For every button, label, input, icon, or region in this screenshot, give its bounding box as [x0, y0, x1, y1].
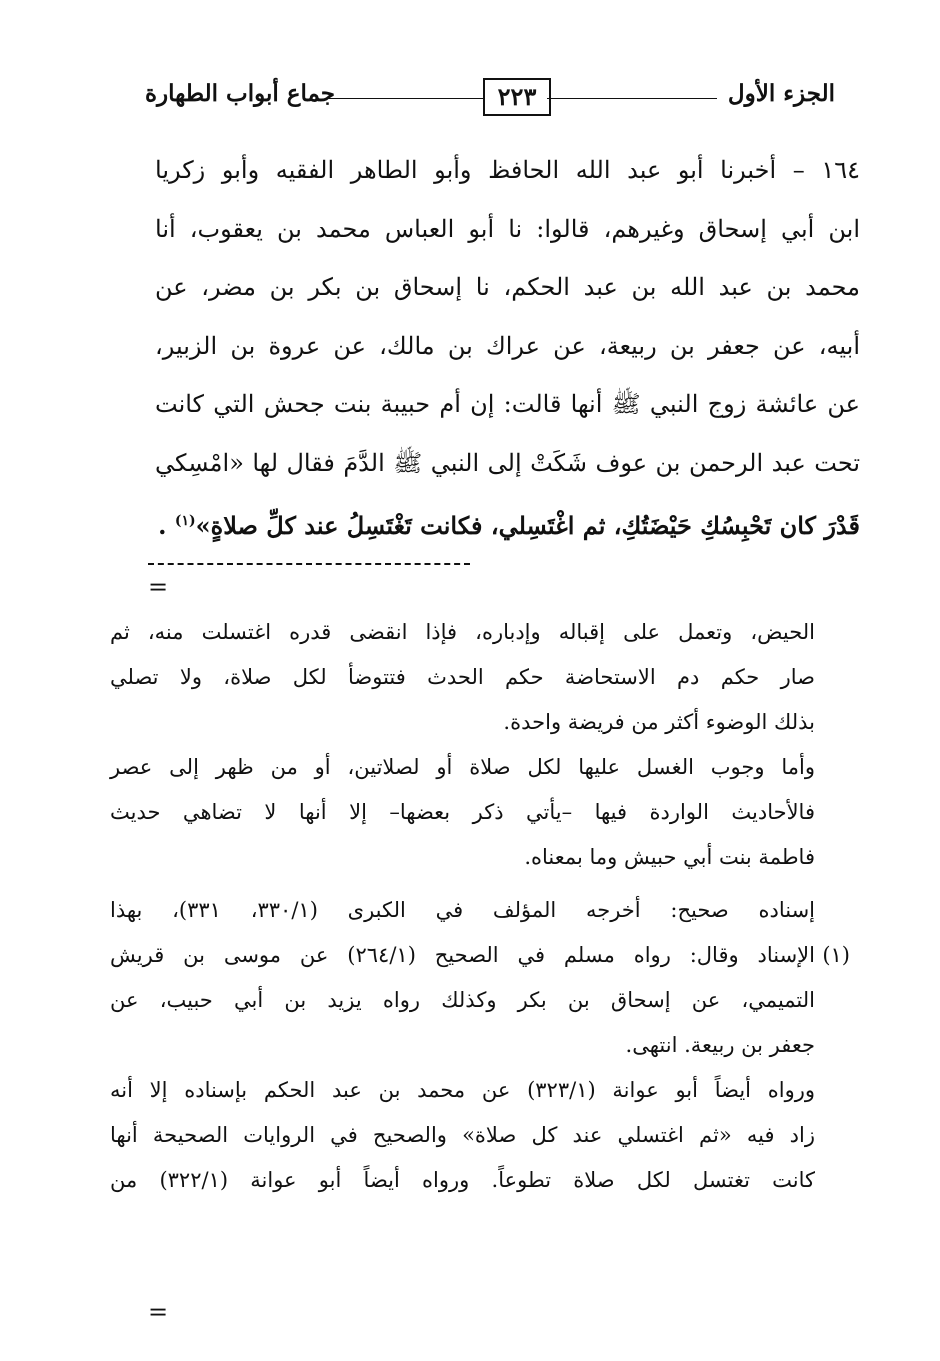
continued-note-line: بذلك الوضوء أكثر من فريضة واحدة. [503, 710, 815, 734]
text-line: عن عائشة زوج النبي ﷺ أنها قالت: إن أم حبيبة بنت جحش التي كانت [155, 390, 860, 418]
text-line: ١٦٤ – أخبرنا أبو عبد الله الحافظ وأبو الطاهر الفقيه وأبو زكريا [155, 156, 860, 184]
text-line: أبيه، عن جعفر بن ربيعة، عن عراك بن مالك، عن عروة بن الزبير، [155, 331, 860, 360]
footnote-line: ورواه أيضاً أبو عوانة (٣٢٣/١) عن محمد بن عبد الحكم بإسناده إلا أنه [110, 1078, 815, 1102]
notes-block [110, 612, 815, 1205]
text-line-final-content: قَدْرَ كان تَحْبِسُكِ حَيْضَتُكِ، ثم اغْتَسِلي، فكانت تَغْتَسِلُ عند كلِّ صلاةٍ» [195, 511, 860, 540]
footnote-number: (١) [822, 943, 850, 967]
continuation-mark-bottom: = [148, 1298, 169, 1326]
footnote-line: التميمي، عن إسحاق بن بكر وكذلك رواه يزيد بن أبي حبيب، عن [110, 988, 815, 1012]
continued-note-line: فاطمة بنت أبي حبيش وما بمعناه. [524, 845, 815, 869]
text-line-final: قَدْرَ كان تَحْبِسُكِ حَيْضَتُكِ، ثم اغْتَسِلي، فكانت تَغْتَسِلُ عند كلِّ صلاةٍ»$^{(١)}$ . [158, 511, 860, 540]
footnote-line: إسناده صحيح: أخرجه المؤلف في الكبرى (٣٣٠/١، ٣٣١)، بهذا [110, 898, 815, 922]
footnote-line: جعفر بن ربيعة. انتهى. [625, 1033, 815, 1057]
continued-note-line: فالأحاديث الواردة فيها –يأتي ذكر بعضها– إلا أنها لا تضاهي حديث [110, 800, 815, 824]
footnote-line: الإسناد وقال: رواه مسلم في الصحيح (٢٦٤/١) عن موسى بن قريش [110, 943, 815, 967]
page-header [145, 78, 835, 118]
volume-title: الجزء الأول [727, 80, 835, 107]
footnote-reference: (١) [174, 513, 196, 529]
continued-note-line: وأما وجوب الغسل عليها لكل صلاة أو لصلاتين، أو من ظهر إلى عصر [110, 755, 815, 779]
continued-note-line: الحيض، وتعمل على إقباله وإدباره، فإذا انقضى قدره اغتسلت منه، ثم [110, 620, 815, 644]
header-rule-right [547, 98, 717, 99]
footnote-line: زاد فيه «ثم اغتسلي عند كل صلاة» والصحيح في الروايات الصحيحة أنها [110, 1123, 815, 1147]
continued-note-line: صار حكم دم الاستحاضة حكم الحدث فتتوضأ لكل صلاة، ولا تصلي [110, 665, 815, 689]
text-line: تحت عبد الرحمن بن عوف شَكَتْ إلى النبي ﷺ الدَّمَ فقال لها «امْسِكي [155, 448, 860, 477]
chapter-title: جماع أبواب الطهارة [145, 80, 336, 107]
header-rule-left [325, 98, 485, 99]
footnote-separator [148, 563, 470, 565]
text-line: ابن أبي إسحاق وغيرهم، قالوا: نا أبو العباس محمد بن يعقوب، أنا [155, 214, 860, 243]
continuation-mark: = [148, 573, 169, 601]
hadith-text [155, 150, 860, 560]
footnote-line: كانت تغتسل لكل صلاة تطوعاً. ورواه أيضاً أبو عوانة (٣٢٢/١) من [110, 1168, 816, 1192]
page-number: ٢٢٣ [483, 78, 551, 116]
text-line: محمد بن عبد الله بن عبد الحكم، نا إسحاق بن بكر بن مضر، عن [155, 273, 860, 301]
